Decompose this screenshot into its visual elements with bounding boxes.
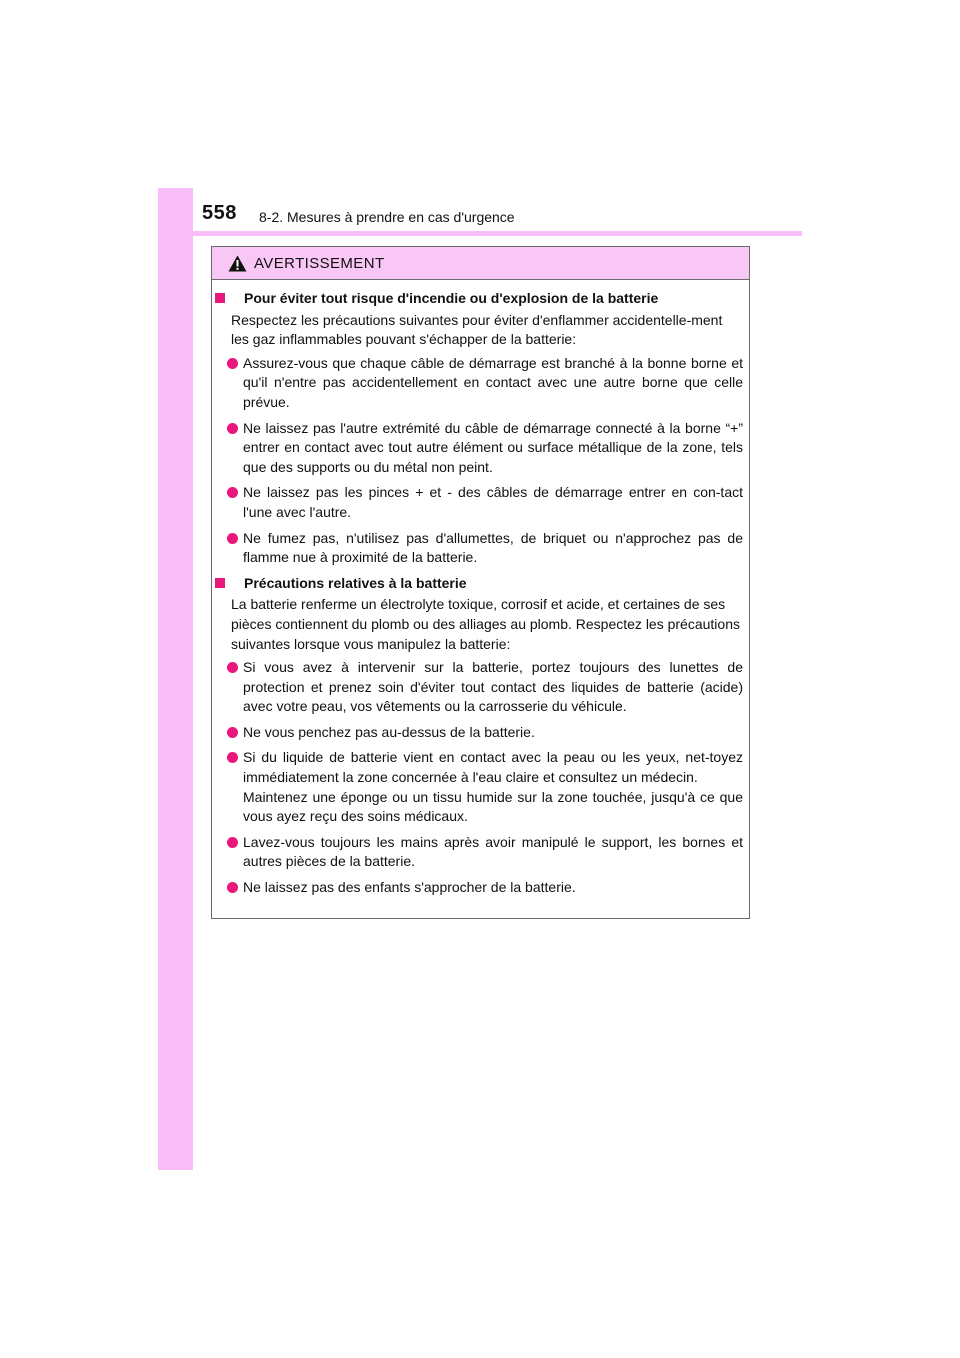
section-fire-explosion [212,289,749,568]
section-intro: La batterie renferme un électrolyte toxique, corrosif et acide, et certaines de ses pièces contiennent du plomb ou des alliages au plomb. Respectez les précautions suivantes lorsque vous manipulez la batterie: [231,596,740,652]
circle-bullet-icon [227,662,238,673]
circle-bullet-icon [227,837,238,848]
warning-header [212,247,749,280]
circle-bullet-icon [227,727,238,738]
section-intro: Respectez les précautions suivantes pour éviter d'enflammer accidentelle-ment les gaz inflammables pouvant s'échapper de la batterie: [231,311,723,348]
list-item [212,658,749,717]
bullet-text: Ne vous penchez pas au-dessus de la batterie. [243,723,535,740]
square-bullet-icon [215,578,225,588]
circle-bullet-icon [227,423,238,434]
bullet-text: Si du liquide de batterie vient en contact avec la peau ou les yeux, net-toyez immédiatement la zone concernée à l'eau claire et consultez un médecin. [243,749,743,786]
list-item [212,833,749,872]
list-item [212,723,749,743]
bullet-text: Assurez-vous que chaque câble de démarrage est branché à la bonne borne et qu'il n'entre pas accidentellement en contact avec une autre borne que celle prévue. [243,354,743,410]
circle-bullet-icon [227,752,238,763]
bullet-text: Ne laissez pas les pinces + et - des câbles de démarrage entrer en con-tact l'une avec l'autre. [243,484,743,520]
section-heading-text: Précautions relatives à la batterie [244,574,467,591]
list-item [212,748,749,826]
bullet-text: Ne fumez pas, n'utilisez pas d'allumettes, de briquet ou n'approchez pas de flamme nue à proximité de la batterie. [243,529,743,566]
bullet-text: Si vous avez à intervenir sur la batterie, portez toujours des lunettes de protection et prenez soin d'éviter tout contact des liquides de batterie (acide) avec votre peau, vos vêtements ou la carrosserie du véhicule. [243,659,743,715]
bullet-list [212,354,749,568]
bullet-text: Ne laissez pas des enfants s'approcher de la batterie. [243,879,576,896]
bullet-text-continuation: Maintenez une éponge ou un tissu humide sur la zone touchée, jusqu'à ce que vous ayez reçu des soins médicaux. [243,788,743,825]
bullet-text: Lavez-vous toujours les mains après avoir manipulé le support, les bornes et autres pièces de la batterie. [243,833,743,870]
square-bullet-icon [215,293,225,303]
circle-bullet-icon [227,487,238,498]
list-item [212,483,749,522]
bullet-text: Ne laissez pas l'autre extrémité du câble de démarrage connecté à la borne “+” entrer en contact avec tout autre élément ou surface métallique de la zone, tels que des supports ou du métal non peint. [243,419,743,475]
list-item [212,354,749,413]
warning-title: AVERTISSEMENT [254,255,385,272]
list-item [212,419,749,478]
section-battery-precautions [212,574,749,898]
list-item [212,878,749,898]
list-item [212,529,749,568]
circle-bullet-icon [227,358,238,369]
section-heading [212,574,749,594]
bullet-list [212,658,749,898]
section-heading-text: Pour éviter tout risque d'incendie ou d'explosion de la batterie [244,290,659,306]
warning-triangle-icon [228,255,247,272]
circle-bullet-icon [227,882,238,893]
header-rule [158,231,802,236]
warning-body [212,289,749,904]
section-heading [212,289,749,309]
page-number: 558 [202,202,237,224]
section-title: 8-2. Mesures à prendre en cas d'urgence [259,209,515,225]
circle-bullet-icon [227,533,238,544]
warning-box [211,246,750,919]
side-color-band [158,188,193,1170]
